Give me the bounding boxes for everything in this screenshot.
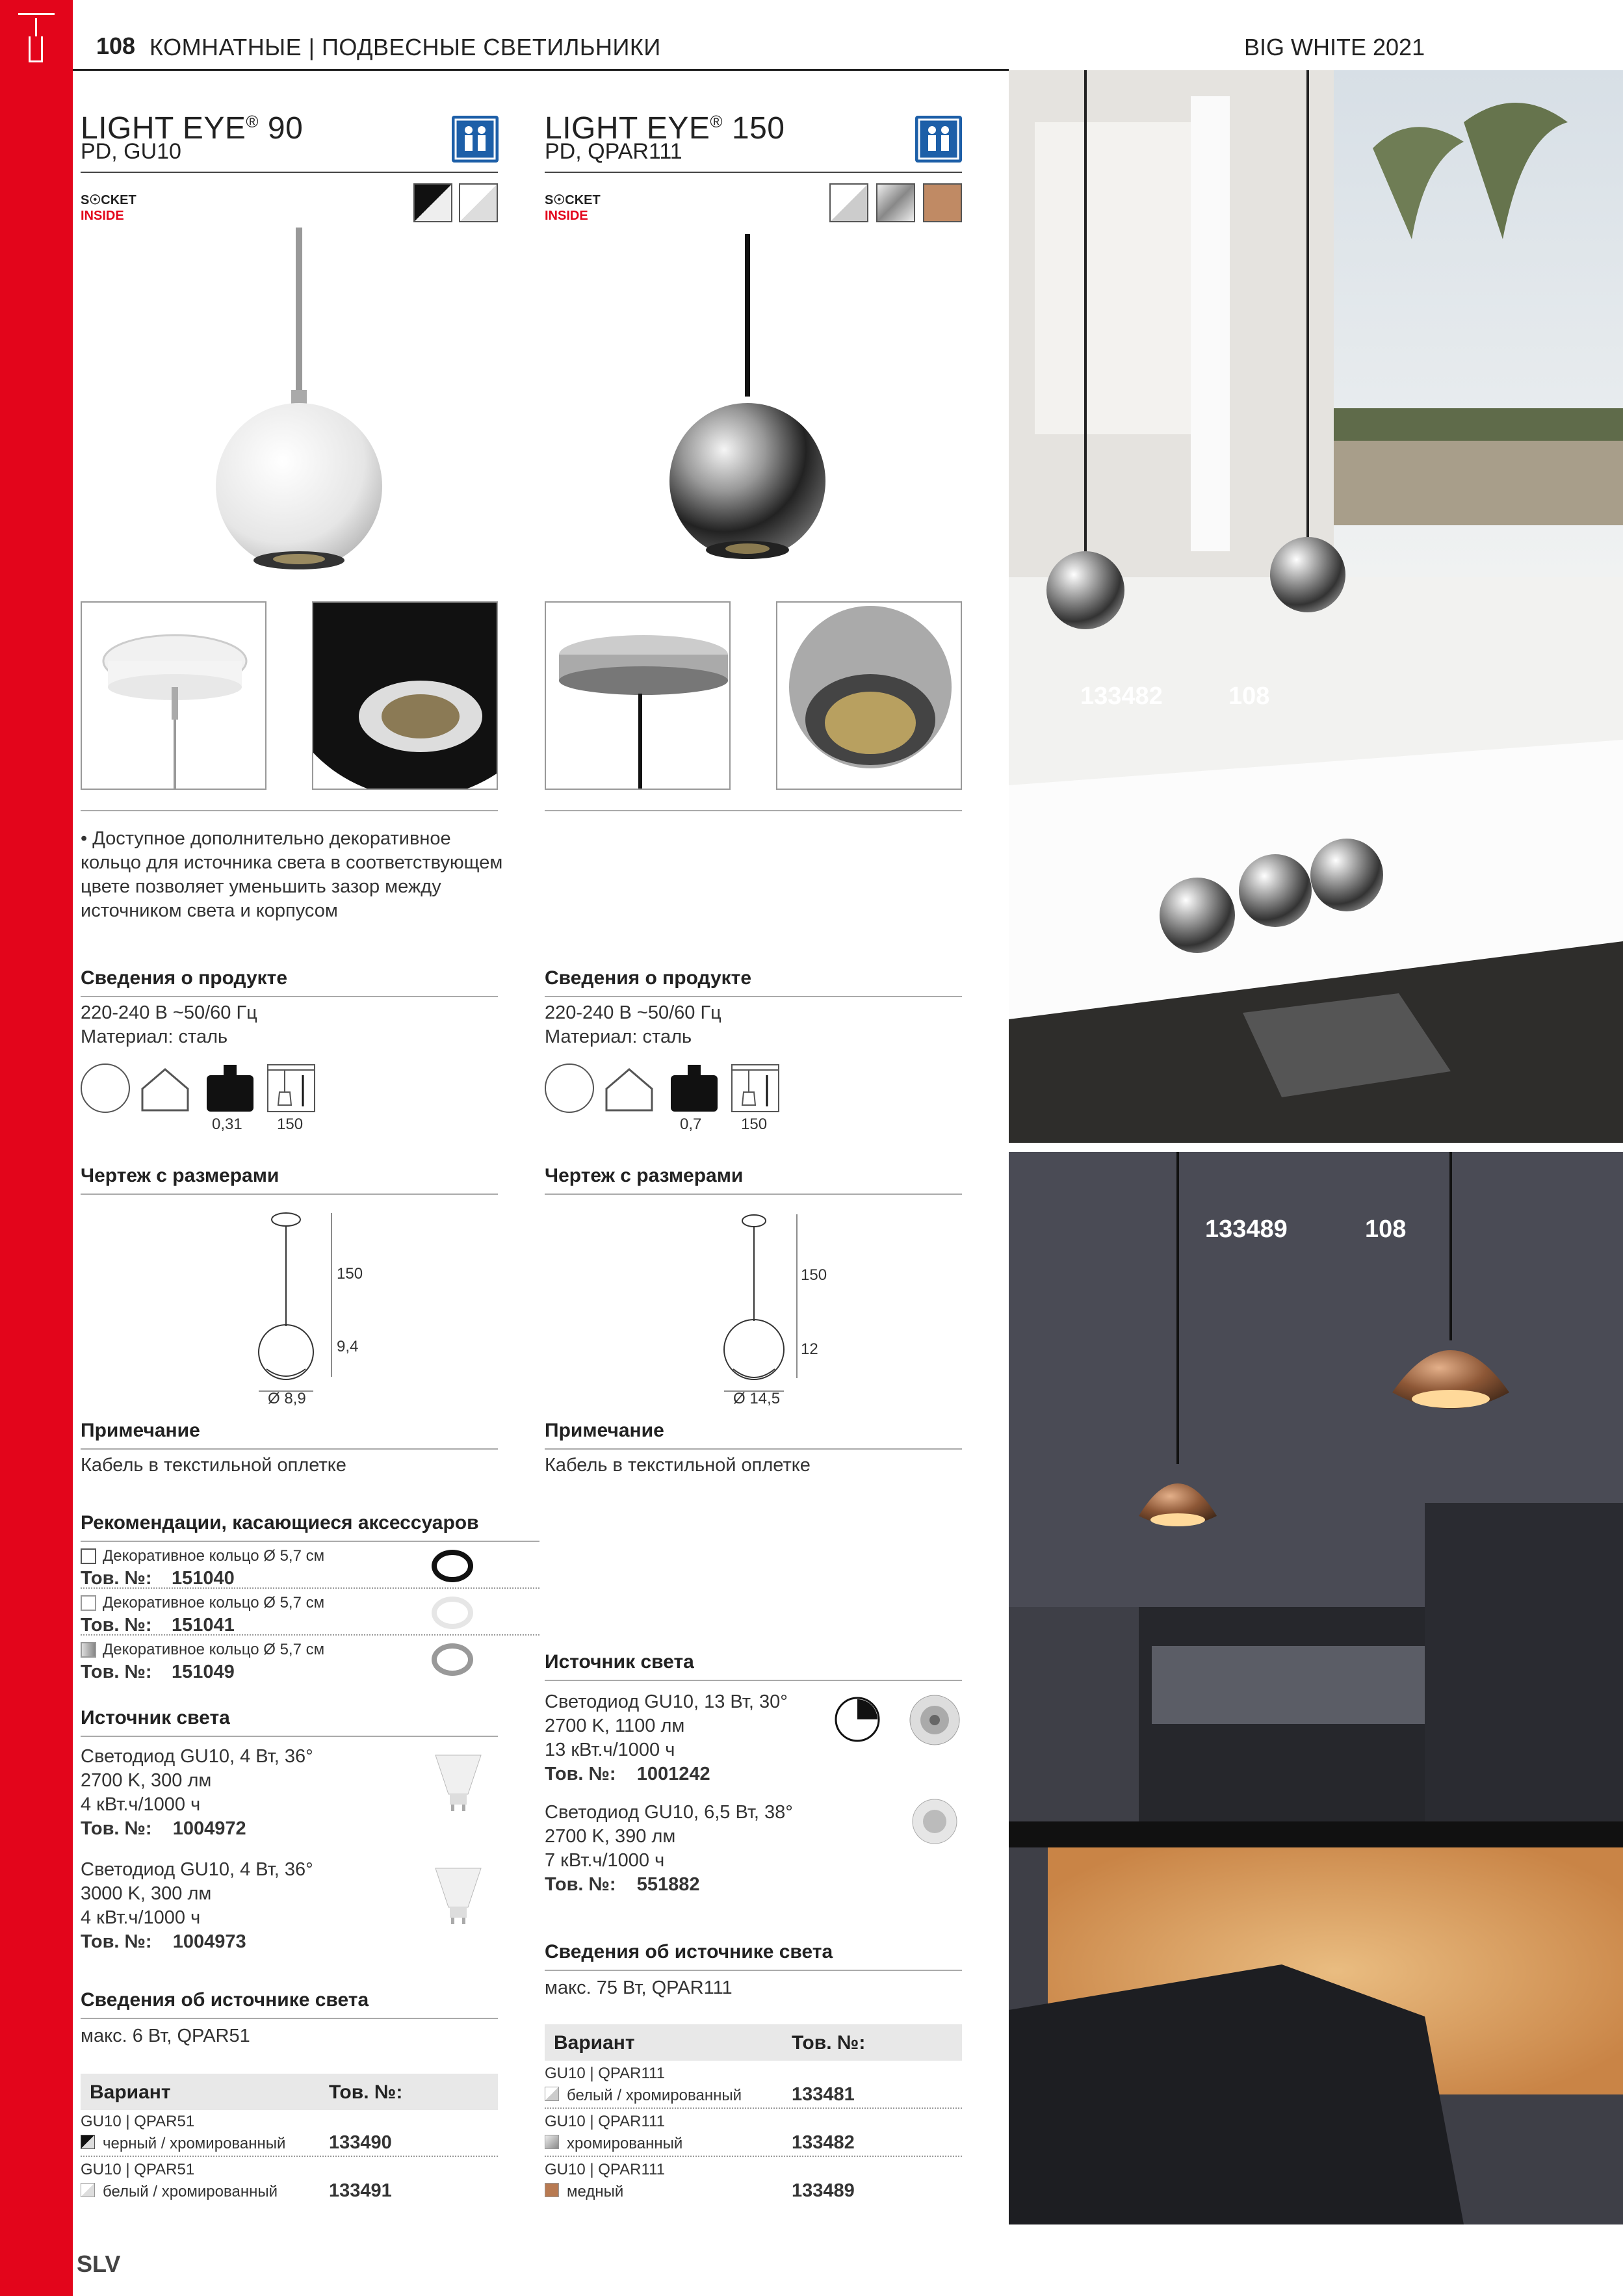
variant-type: GU10 | QPAR111	[545, 2065, 665, 2082]
protection-class-icon	[545, 1063, 594, 1113]
qpar111-bulb-icon	[907, 1794, 962, 1849]
swatch-white	[81, 1595, 96, 1611]
protection-class-icon	[81, 1063, 130, 1113]
dim-diameter-label: Ø 14,5	[733, 1390, 781, 1407]
variant-desc: хромированный	[567, 2135, 683, 2152]
accessory-label: Декоративное кольцо Ø 5,7 см	[103, 1594, 325, 1611]
cable-value: 150	[277, 1115, 304, 1133]
variant-desc: черный / хромированный	[103, 2135, 286, 2152]
variant-ref: 133481	[792, 2084, 855, 2105]
product-title-2: LIGHT EYE® 150	[545, 111, 785, 146]
divider	[81, 2018, 498, 2019]
dim-cable-label: 150	[801, 1266, 827, 1284]
note-text: Кабель в текстильной оплетке	[545, 1455, 811, 1476]
light-source-item: Светодиод GU10, 4 Вт, 36° 3000 K, 300 лм 4 кВт.ч/1000 ч Тов. №: 1004973	[81, 1859, 313, 1952]
finish-swatch-white	[459, 183, 498, 222]
material-text: Материал: сталь	[545, 1026, 692, 1047]
variant-ref: 133491	[329, 2180, 392, 2201]
variant-desc: белый / хромированный	[567, 2087, 742, 2104]
voltage-text: 220-240 В ~50/60 Гц	[545, 1002, 721, 1023]
dim-diameter-label: Ø 8,9	[268, 1390, 306, 1407]
detail-image-black-shade	[312, 601, 498, 790]
title-rule	[81, 172, 498, 173]
divider	[545, 810, 962, 811]
accessory-label: Декоративное кольцо Ø 5,7 см	[103, 1547, 325, 1565]
dim-cable-label: 150	[337, 1265, 363, 1283]
swatch-chrome	[81, 1642, 96, 1658]
ring-black-icon	[432, 1550, 473, 1582]
table-row	[545, 2062, 962, 2109]
swatch-black	[81, 1548, 96, 1564]
photo-page-ref: 108	[1228, 683, 1270, 710]
interior-photo-chrome-pendants	[1009, 70, 1623, 1143]
product-title-1: LIGHT EYE® 90	[81, 111, 304, 146]
swatch-copper	[545, 2183, 559, 2197]
divider	[545, 1194, 962, 1195]
accessory-row	[81, 1546, 539, 1589]
accessory-ref: 151041	[172, 1615, 235, 1636]
divider	[545, 996, 962, 997]
light-source-item: Светодиод GU10, 4 Вт, 36° 2700 K, 300 лм 4 кВт.ч/1000 ч Тов. №: 1004972	[81, 1746, 313, 1839]
section-source-info: Сведения об источнике света	[81, 1989, 369, 2011]
detail-image-chrome-shade	[776, 601, 962, 790]
variant-type: GU10 | QPAR51	[81, 2113, 195, 2130]
cable-length-icon	[731, 1063, 780, 1113]
divider	[81, 996, 498, 997]
ref-label: Тов. №:	[81, 1662, 152, 1682]
section-light-source: Источник света	[545, 1651, 694, 1673]
family-pictogram-icon	[452, 116, 499, 163]
header-ref: Тов. №:	[329, 2081, 403, 2103]
divider	[81, 1541, 539, 1542]
voltage-text: 220-240 В ~50/60 Гц	[81, 1002, 257, 1023]
header-variant: Вариант	[90, 2081, 171, 2103]
ref-label: Тов. №:	[81, 1568, 152, 1589]
page-category: КОМНАТНЫЕ | ПОДВЕСНЫЕ СВЕТИЛЬНИКИ	[149, 34, 661, 60]
variant-table-header	[545, 2024, 962, 2061]
qpar111-bulb-icon	[907, 1693, 962, 1747]
light-source-item: Светодиод GU10, 13 Вт, 30° 2700 K, 1100 лм 13 кВт.ч/1000 ч Тов. №: 1001242	[545, 1691, 788, 1784]
variant-ref: 133482	[792, 2132, 855, 2153]
footer-logo: SLV	[77, 2250, 121, 2277]
table-row	[81, 2158, 498, 2205]
category-sidebar	[0, 0, 73, 2296]
finish-swatch-copper	[923, 183, 962, 222]
dimmable-icon	[833, 1695, 881, 1743]
detail-image-canopy	[545, 601, 731, 790]
variant-desc: медный	[567, 2183, 624, 2200]
product-image-chrome-pendant	[656, 234, 838, 579]
divider	[81, 1448, 498, 1450]
socket-inside-logo: S☉CKET INSIDE	[81, 193, 136, 223]
socket-inside-logo: S☉CKET INSIDE	[545, 193, 601, 223]
gu10-bulb-icon	[429, 1749, 487, 1814]
accessory-label: Декоративное кольцо Ø 5,7 см	[103, 1641, 325, 1658]
section-note: Примечание	[81, 1420, 200, 1441]
section-light-source: Источник света	[81, 1707, 230, 1729]
pendant-lamp-icon	[18, 13, 55, 64]
variant-type: GU10 | QPAR111	[545, 2113, 665, 2130]
finish-swatch-white-chrome	[829, 183, 868, 222]
photo-page-ref: 108	[1365, 1216, 1407, 1243]
page-number: 108	[96, 33, 136, 59]
swatch-white-chrome	[81, 2183, 95, 2197]
ring-white-icon	[432, 1597, 473, 1629]
house-icon	[139, 1066, 191, 1112]
weight-value: 0,7	[680, 1115, 702, 1133]
product-image-white-pendant	[195, 228, 403, 592]
cable-value: 150	[741, 1115, 768, 1133]
source-info-text: макс. 75 Вт, QPAR111	[545, 1977, 733, 1998]
divider	[545, 1970, 962, 1971]
material-text: Материал: сталь	[81, 1026, 228, 1047]
family-pictogram-icon	[915, 116, 962, 163]
table-row	[545, 2158, 962, 2205]
finish-swatch-chrome	[876, 183, 915, 222]
divider	[81, 1736, 498, 1737]
ring-chrome-icon	[432, 1643, 473, 1676]
title-rule	[545, 172, 962, 173]
accessory-ref: 151040	[172, 1568, 235, 1589]
note-text: Кабель в текстильной оплетке	[81, 1455, 346, 1476]
weight-icon	[204, 1063, 256, 1113]
accessory-ref: 151049	[172, 1662, 235, 1682]
weight-value: 0,31	[212, 1115, 242, 1133]
swatch-black-chrome	[81, 2135, 95, 2149]
accessory-row	[81, 1593, 539, 1636]
variant-ref: 133490	[329, 2132, 392, 2153]
product-feature-bullet: • Доступное дополнительно декоративное кольцо для источника света в соответствующем цвете позволяет уменьшить зазор между источником света и корпусом	[81, 828, 503, 921]
header-variant: Вариант	[554, 2032, 635, 2054]
swatch-chrome	[545, 2135, 559, 2149]
header-rule	[73, 69, 1009, 71]
gu10-bulb-icon	[429, 1862, 487, 1927]
variant-type: GU10 | QPAR111	[545, 2161, 665, 2178]
light-source-item: Светодиод GU10, 6,5 Вт, 38° 2700 K, 390 лм 7 кВт.ч/1000 ч Тов. №: 551882	[545, 1802, 793, 1895]
photo-ref-number: 133489	[1205, 1216, 1288, 1243]
finish-swatch-black	[413, 183, 452, 222]
dimension-drawing	[247, 1209, 377, 1404]
source-info-text: макс. 6 Вт, QPAR51	[81, 2026, 250, 2046]
divider	[545, 1680, 962, 1681]
house-icon	[603, 1066, 655, 1112]
catalog-title: BIG WHITE 2021	[1244, 34, 1425, 60]
section-drawing: Чертеж с размерами	[81, 1165, 279, 1186]
photo-ref-number: 133482	[1080, 683, 1163, 710]
divider	[81, 1194, 498, 1195]
section-drawing: Чертеж с размерами	[545, 1165, 744, 1186]
table-row	[81, 2110, 498, 2157]
section-product-info: Сведения о продукте	[81, 967, 288, 989]
accessory-row	[81, 1639, 539, 1682]
dim-height-label: 9,4	[337, 1338, 359, 1355]
variant-type: GU10 | QPAR51	[81, 2161, 195, 2178]
interior-photo-copper-pendants	[1009, 1152, 1623, 2224]
product-subtitle-1: PD, GU10	[81, 139, 181, 164]
section-note: Примечание	[545, 1420, 664, 1441]
product-subtitle-2: PD, QPAR111	[545, 139, 682, 164]
variant-ref: 133489	[792, 2180, 855, 2201]
swatch-white-chrome	[545, 2087, 559, 2101]
cable-length-icon	[266, 1063, 316, 1113]
variant-table-header	[81, 2074, 498, 2110]
detail-image-canopy	[81, 601, 266, 790]
section-source-info: Сведения об источнике света	[545, 1941, 833, 1963]
ref-label: Тов. №:	[81, 1615, 152, 1636]
weight-icon	[668, 1063, 720, 1113]
section-accessories: Рекомендации, касающиеся аксессуаров	[81, 1512, 479, 1533]
divider	[81, 810, 498, 811]
section-product-info: Сведения о продукте	[545, 967, 752, 989]
table-row	[545, 2110, 962, 2157]
variant-desc: белый / хромированный	[103, 2183, 278, 2200]
header-ref: Тов. №:	[792, 2032, 866, 2054]
dimension-drawing	[715, 1210, 845, 1405]
dim-height-label: 12	[801, 1340, 818, 1358]
divider	[545, 1448, 962, 1450]
